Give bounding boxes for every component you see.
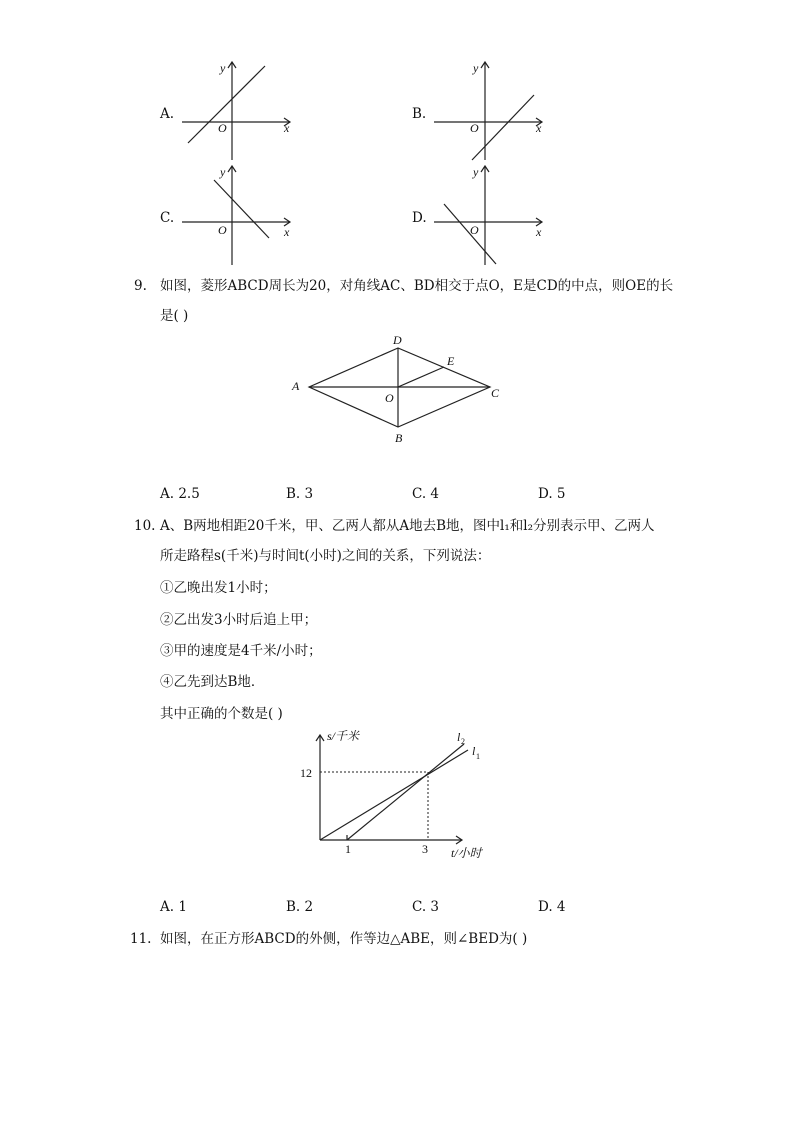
svg-text:y: y (473, 61, 479, 75)
axis-x-label: x (284, 121, 290, 135)
question-ask: 其中正确的个数是( ) (160, 706, 283, 722)
line-l1 (320, 750, 468, 840)
point-a-label: A (292, 379, 300, 393)
svg-text:y: y (473, 165, 479, 179)
svg-text:x: x (536, 225, 542, 239)
point-c-label: C (491, 386, 500, 400)
t-axis-label: t/小时 (451, 846, 482, 860)
option-a[interactable]: A. 2.5 (160, 486, 200, 502)
svg-text:y: y (220, 165, 226, 179)
point-e-label: E (447, 354, 455, 368)
x-tick-1: 1 (345, 842, 351, 856)
option-d[interactable]: D. 4 (538, 899, 566, 915)
point-o-label: O (385, 391, 394, 405)
option-label-d: D. (412, 210, 427, 226)
l1-subscript: 1 (476, 752, 480, 761)
option-label-b: B. (412, 106, 427, 122)
l2-label: l (457, 730, 461, 744)
option-c[interactable]: C. 4 (412, 486, 440, 502)
statement-3: ③甲的速度是4千米/小时； (160, 643, 322, 659)
question-number: 11. (130, 931, 152, 947)
statement-4: ④乙先到达B地． (160, 674, 265, 690)
s-axis-label: s/千米 (327, 729, 360, 743)
question-text-line1: 如图，在正方形ABCD的外侧，作等边△ABE，则∠BED为( ) (160, 931, 528, 947)
svg-text:O: O (470, 121, 479, 135)
l2-subscript: 2 (461, 737, 465, 746)
statement-1: ①乙晚出发1小时； (160, 580, 277, 596)
origin-label: O (218, 121, 227, 135)
svg-text:x: x (536, 121, 542, 135)
point-d-label: D (393, 333, 402, 347)
option-a[interactable]: A. 1 (160, 899, 187, 915)
question-text-line1: A、B两地相距20千米，甲、乙两人都从A地去B地，图中l₁和l₂分别表示甲、乙两人 (160, 518, 655, 534)
option-b[interactable]: B. 3 (286, 486, 314, 502)
svg-text:x: x (284, 225, 290, 239)
option-label-c: C. (160, 210, 175, 226)
y-tick-12: 12 (300, 766, 312, 780)
question-text-line1: 如图，菱形ABCD周长为20，对角线AC、BD相交于点O，E是CD的中点，则OE的长 (160, 278, 674, 294)
option-c[interactable]: C. 3 (412, 899, 440, 915)
x-tick-3: 3 (422, 842, 428, 856)
question-text-line2: 所走路程s(千米)与时间t(小时)之间的关系，下列说法： (160, 548, 491, 564)
point-b-label: B (395, 431, 403, 445)
statement-2: ②乙出发3小时后追上甲； (160, 612, 318, 628)
svg-text:O: O (218, 223, 227, 237)
question-text-line2: 是( ) (160, 308, 189, 324)
question-number: 10. (134, 518, 156, 534)
svg-text:O: O (470, 223, 479, 237)
option-label-a: A. (160, 106, 175, 122)
option-d[interactable]: D. 5 (538, 486, 566, 502)
line-l2 (347, 744, 464, 840)
option-b[interactable]: B. 2 (286, 899, 314, 915)
question-number: 9. (134, 278, 147, 294)
l1-label: l (472, 744, 476, 758)
axis-y-label: y (220, 61, 226, 75)
